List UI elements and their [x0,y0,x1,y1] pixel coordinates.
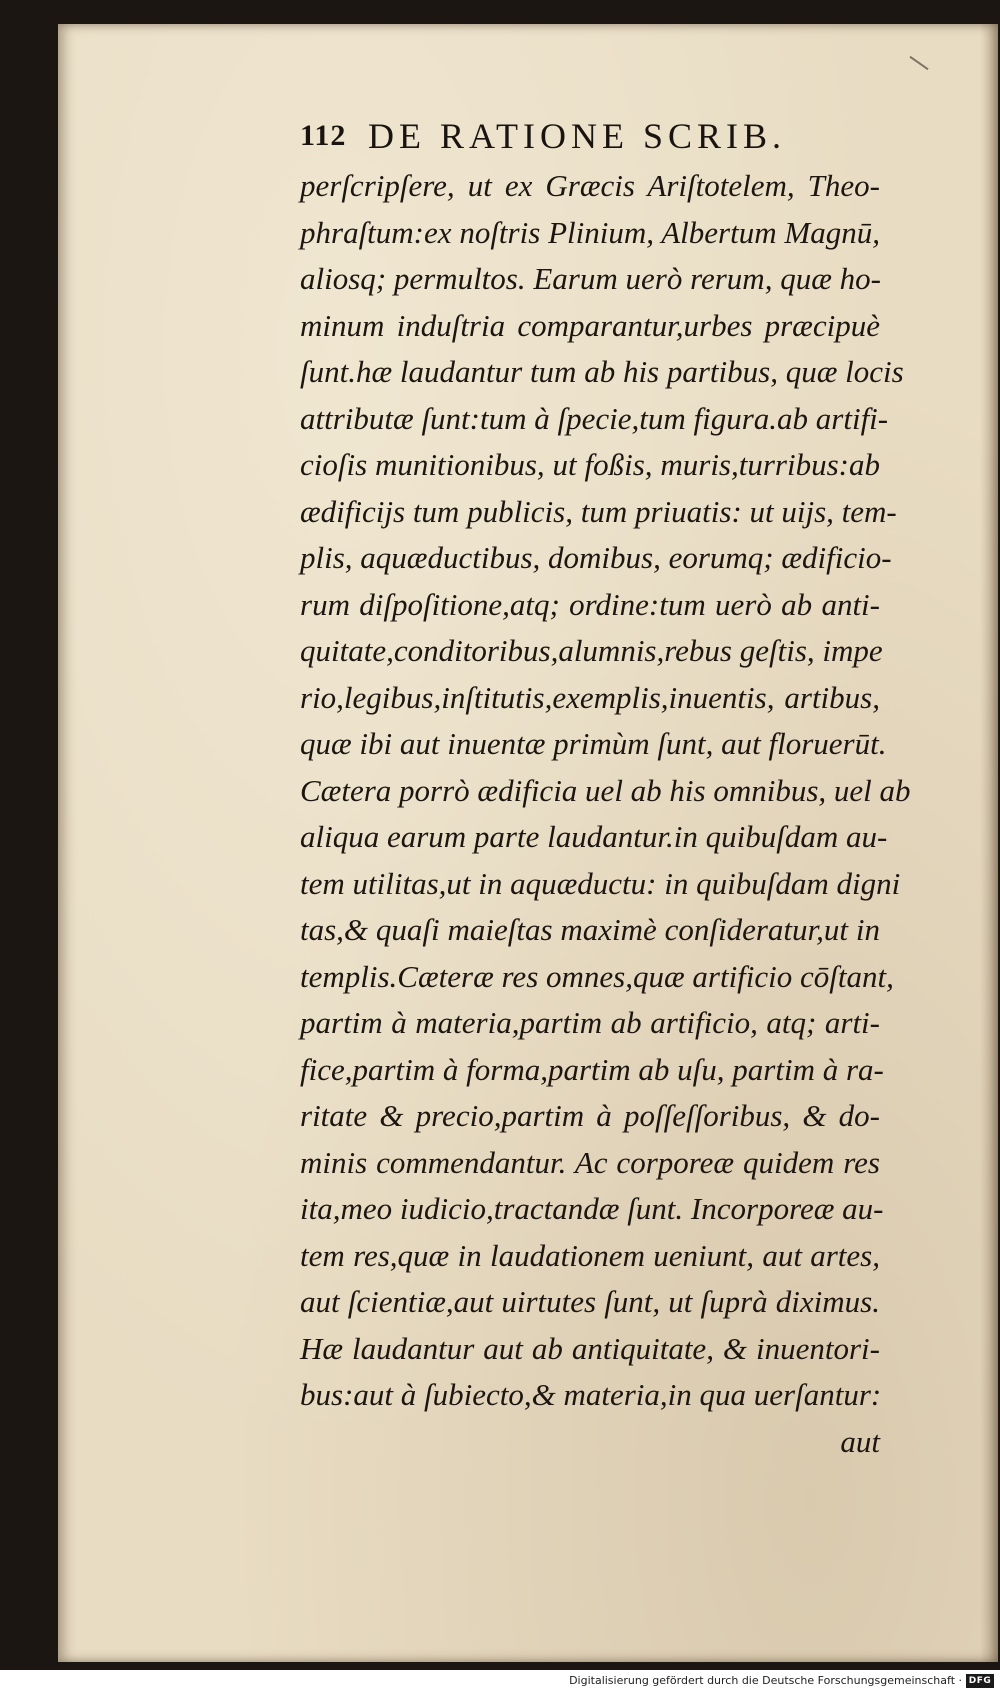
text-line: ita,meo iudicio,tractandæ ſunt. Incorporeæ au- [300,1191,884,1226]
digitization-footer [0,1670,1000,1694]
text-line: ritate & precio,partim à poſſeſſoribus, & do- [300,1098,880,1133]
text-line: rio,legibus,inſtitutis,exemplis,inuentis, artibus, [300,679,880,715]
text-line: quitate,conditoribus,alumnis,rebus geſtis, impe [300,633,883,668]
text-line: tem res,quæ in laudationem ueniunt, aut artes, [300,1237,880,1273]
text-line: templis.Cæteræ res omnes,quæ artificio cōſtant, [300,958,894,994]
body-text [300,163,911,1465]
text-line: fice,partim à forma,partim ab uſu, partim à ra- [300,1051,884,1087]
text-line: phraſtum:ex noſtris Plinium, Albertum Magnū, [300,214,880,250]
running-head [300,115,860,165]
text-line: Cætera porrò ædificia uel ab his omnibus, uel ab [300,772,911,808]
text-line: aut ſcientiæ,aut uirtutes ſunt, ut ſuprà diximus. [300,1284,880,1319]
text-line: rum diſpoſitione,atq; ordine:tum uerò ab anti- [300,586,880,622]
text-line: tem utilitas,ut in aquæductu: in quibuſdam digni [300,865,901,901]
text-line: ſunt.hæ laudantur tum ab his partibus, quæ locis [300,354,904,389]
text-line: minum induſtria comparantur,urbes præcipuè [300,307,880,343]
text-line: cioſis munitionibus, ut foßis, muris,turribus:ab [300,447,880,482]
text-line: partim à materia,partim ab artificio, atq; arti- [300,1005,880,1040]
catchword: aut [840,1423,880,1459]
text-line: aliosq; permultos. Earum uerò rerum, quæ ho- [300,261,881,296]
text-line: minis commendantur. Ac corporeæ quidem res [300,1144,880,1180]
dfg-logo-icon: DFG [966,1674,994,1688]
text-line: aliqua earum parte laudantur.in quibuſdam au- [300,819,888,854]
text-line: quæ ibi aut inuentæ primùm ſunt, aut floruerūt. [300,726,887,761]
page-edge-shadow [980,24,998,1662]
text-line: ædificijs tum publicis, tum priuatis: ut uijs, tem- [300,493,897,529]
text-line: plis, aquæductibus, domibus, eorumq; ædificio- [300,540,892,575]
page-stray-mark [909,56,928,70]
text-line: perſcripſere, ut ex Græcis Ariſtotelem, Theo- [300,168,880,203]
running-title: DE RATIONE SCRIB. [368,116,787,156]
page-number: 112 [300,119,347,152]
text-line: tas,& quaſi maieſtas maximè conſideratur,ut in [300,912,880,947]
funding-credit: Digitalisierung gefördert durch die Deutsche Forschungsgemeinschaft · [569,1674,962,1687]
text-line: bus:aut à ſubiecto,& materia,in qua uerſantur: [300,1377,882,1412]
text-line: Hæ laudantur aut ab antiquitate, & inuentori- [300,1330,880,1366]
text-line: attributæ ſunt:tum à ſpecie,tum figura.ab artifi- [300,400,889,436]
